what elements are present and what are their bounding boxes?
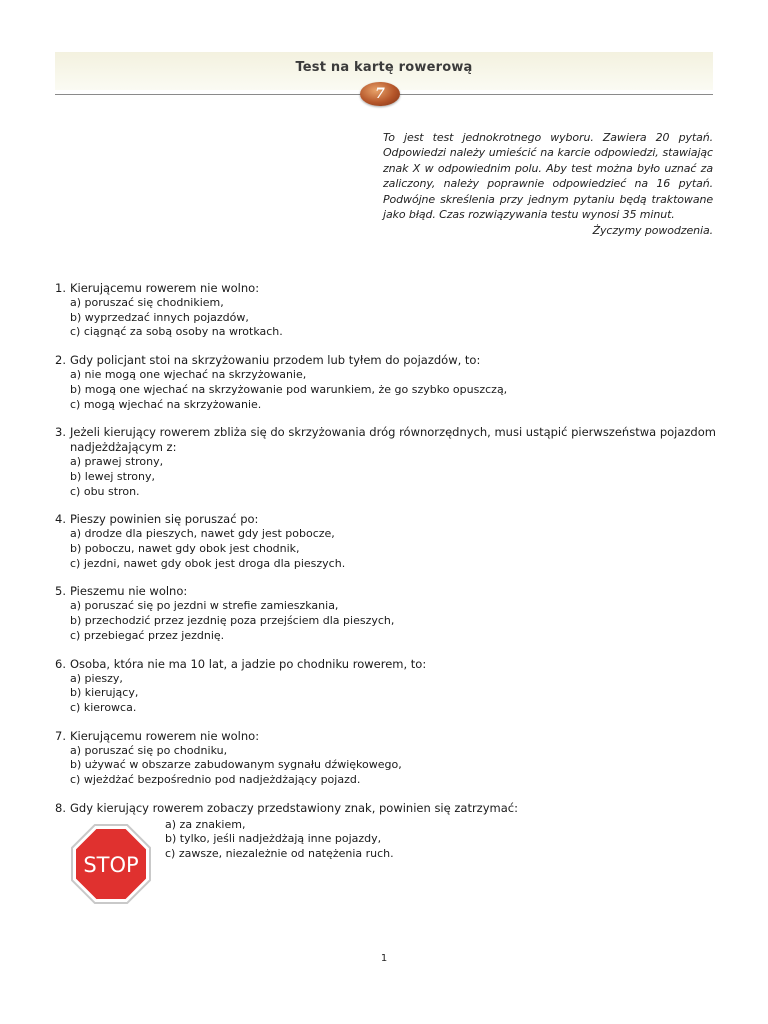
answer-letter: a) (70, 671, 82, 685)
answer-letter: c) (70, 556, 81, 570)
answer-text: wyprzedzać innych pojazdów, (84, 310, 249, 324)
answer-text: nie mogą one wjechać na skrzyżowanie, (84, 368, 307, 382)
question-4 (55, 512, 725, 571)
answer-a (70, 368, 725, 383)
answer-a (70, 599, 725, 614)
question-8 (55, 801, 725, 896)
answer-a (70, 672, 725, 687)
answer-letter: c) (70, 484, 81, 498)
answer-text: drodze dla pieszych, nawet gdy jest pobocze, (84, 527, 335, 541)
answer-letter: a) (70, 296, 82, 309)
answer-text: używać w obszarze zabudowanym sygnału dźwiękowego, (84, 758, 402, 772)
question-text: Osoba, która nie ma 10 lat, a jadzie po chodniku rowerem, to: (70, 656, 427, 671)
question-number: 5. (55, 584, 66, 599)
answer-letter: c) (70, 700, 81, 714)
answer-letter: a) (70, 743, 82, 757)
answer-c (70, 701, 725, 716)
answer-letter: a) (165, 817, 177, 831)
answer-text: tylko, jeśli nadjeżdżają inne pojazdy, (179, 832, 382, 846)
answer-b (70, 758, 725, 773)
answer-letter: c) (70, 773, 81, 787)
answer-letter: b) (165, 832, 177, 846)
answer-text: mogą wjechać na skrzyżowanie. (83, 397, 262, 411)
answer-text: wjeżdżać bezpośrednio pod nadjeżdżający pojazd. (83, 773, 361, 787)
answer-text: ciągnąć za sobą osoby na wrotkach. (83, 325, 283, 339)
question-list (55, 281, 725, 909)
question-text: Kierującemu rowerem nie wolno: (70, 728, 260, 743)
answer-text: obu stron. (83, 484, 140, 498)
answer-letter: a) (70, 455, 82, 469)
intro-paragraph (383, 130, 713, 239)
answer-b (70, 614, 725, 629)
answer-text: mogą one wjechać na skrzyżowanie pod warunkiem, że go szybko opuszczą, (84, 382, 508, 396)
answer-c (70, 325, 725, 340)
answer-text: zawsze, niezależnie od natężenia ruch. (178, 847, 394, 861)
answer-letter: b) (70, 382, 82, 396)
question-7 (55, 729, 725, 788)
answer-text: przebiegać przez jezdnię. (83, 628, 225, 642)
question-6 (55, 657, 725, 716)
answer-letter: a) (70, 527, 82, 541)
answer-b (70, 311, 725, 326)
question-number: 7. (55, 728, 66, 743)
question-1 (55, 281, 725, 340)
answer-text: przechodzić przez jezdnię poza przejściem dla pieszych, (84, 614, 395, 628)
answer-c (70, 485, 725, 500)
answer-a (165, 818, 394, 833)
answer-letter: c) (165, 847, 176, 861)
answer-text: poruszać się po chodniku, (84, 743, 228, 757)
question-text: Pieszemu nie wolno: (70, 584, 188, 599)
answer-letter: c) (70, 628, 81, 642)
question-text: Pieszy powinien się poruszać po: (70, 512, 259, 527)
answer-a (70, 455, 725, 470)
answer-b (165, 832, 394, 847)
answer-letter: b) (70, 310, 82, 324)
question-text: Jeżeli kierujący rowerem zbliża się do skrzyżowania dróg równorzędnych, musi ustąpić pierwszeństwa pojazdom nadjeżdżającym z: (70, 425, 716, 455)
answer-b (70, 686, 725, 701)
answer-text: lewej strony, (84, 469, 155, 483)
answer-letter: b) (70, 542, 82, 556)
question-number: 3. (55, 425, 66, 440)
answer-a (70, 527, 725, 542)
answer-text: poruszać się po jezdni w strefie zamieszkania, (84, 599, 339, 613)
answer-text: kierowca. (83, 700, 137, 714)
question-2 (55, 353, 725, 412)
page-number: 1 (380, 953, 388, 964)
stop-sign-text: STOP (83, 852, 139, 877)
answer-text: poboczu, nawet gdy obok jest chodnik, (84, 542, 300, 556)
question-number: 8. (55, 800, 66, 815)
answer-b (70, 470, 725, 485)
answer-c (70, 557, 725, 572)
section-number-badge: 7 (360, 82, 400, 106)
answer-letter: c) (70, 397, 81, 411)
question-number: 6. (55, 656, 66, 671)
question-text: Gdy policjant stoi na skrzyżowaniu przodem lub tyłem do pojazdów, to: (70, 353, 481, 368)
question-number: 4. (55, 512, 66, 527)
question-text: Gdy kierujący rowerem zobaczy przedstawiony znak, powinien się zatrzymać: (70, 800, 518, 815)
question-3 (55, 425, 725, 499)
answer-letter: a) (70, 599, 82, 613)
question-5 (55, 584, 725, 643)
answer-text: poruszać się chodnikiem, (84, 296, 224, 309)
answer-letter: c) (70, 325, 81, 339)
answer-letter: b) (70, 614, 82, 628)
answer-letter: b) (70, 686, 82, 700)
answer-c (70, 773, 725, 788)
answer-a (70, 296, 725, 311)
answer-text: prawej strony, (84, 455, 164, 469)
answer-c (70, 629, 725, 644)
answer-letter: a) (70, 368, 82, 382)
intro-wish: Życzymy powodzenia. (592, 224, 713, 238)
answer-b (70, 542, 725, 557)
question-text: Kierującemu rowerem nie wolno: (70, 281, 260, 295)
answer-a (70, 744, 725, 759)
page-title: Test na kartę rowerową (295, 60, 473, 75)
intro-text: To jest test jednokrotnego wyboru. Zawiera 20 pytań. Odpowiedzi należy umieścić na karcie odpowiedzi, stawiając znak X w odpowiednim polu. Aby test można było uznać za zaliczony, należy poprawnie odpowiedzieć na 16 pytań. Podwójne skreślenia przy jednym pytaniu będą traktowane jako błąd. Czas rozwiązywania testu wynosi 35 minut. (383, 131, 713, 222)
answer-text: kierujący, (84, 686, 139, 700)
answer-b (70, 383, 725, 398)
answer-letter: b) (70, 758, 82, 772)
question-number: 2. (55, 353, 66, 368)
answer-text: pieszy, (84, 671, 123, 685)
answer-letter: b) (70, 469, 82, 483)
question-number: 1. (55, 281, 66, 295)
answer-text: jezdni, nawet gdy obok jest droga dla pieszych. (83, 556, 346, 570)
answer-c (70, 398, 725, 413)
stop-sign-icon (71, 824, 151, 904)
answer-text: za znakiem, (179, 817, 246, 831)
answer-c (165, 847, 394, 862)
